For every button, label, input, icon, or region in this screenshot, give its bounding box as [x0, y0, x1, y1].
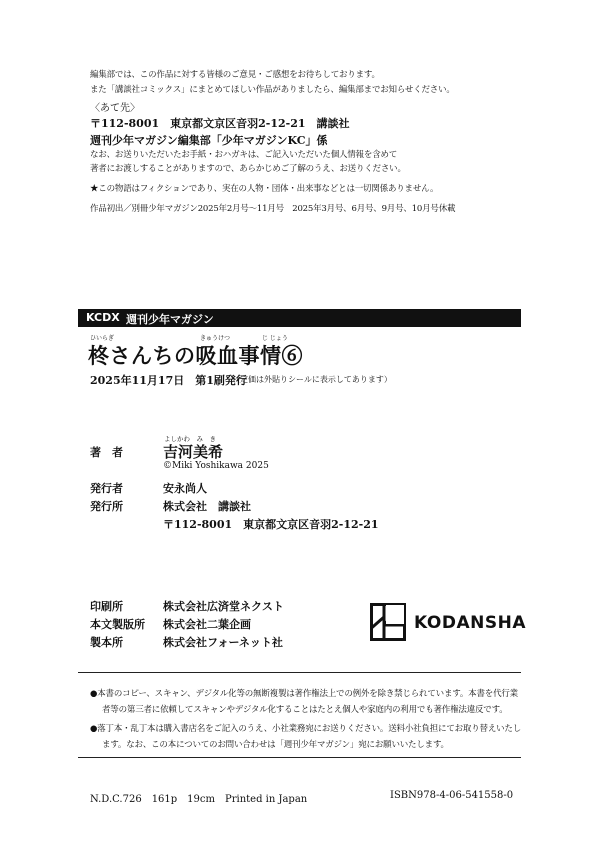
- author-name: 吉河美希: [163, 443, 224, 461]
- publisher-name: 安永尚人: [163, 482, 207, 495]
- text-name: 株式会社二葉企画: [163, 618, 251, 631]
- publisher-label: 発行者: [90, 482, 123, 495]
- company-name: 株式会社 講談社: [163, 500, 251, 513]
- ruby-hiiragi: ひいらぎ: [90, 335, 115, 342]
- isbn: ISBN978-4-06-541558-0: [390, 790, 514, 801]
- binding-label: 製本所: [90, 636, 123, 649]
- privacy-line-1: なお、お送りいただいたお手紙・おハガキは、ご記入いただいた個人情報を含めて: [90, 150, 398, 160]
- kodansha-logo-text: KODANSHA: [414, 613, 526, 633]
- print-name: 株式会社広済堂ネクスト: [163, 600, 284, 613]
- legal-line-4: ます。なお、この本についてのお問い合わせは「週刊少年マガジン」宛にお願いいたします。: [102, 740, 449, 750]
- series-code: KCDX: [86, 311, 120, 324]
- fiction-note: ★この物語はフィクションであり、実在の人物・団体・出来事などとは一切関係ありません。: [90, 184, 439, 194]
- ruby-kyuuketsu: きゅうけつ: [200, 335, 231, 342]
- publish-date: 2025年11月17日 第1刷発行: [90, 374, 247, 387]
- notice-line-2: また「講談社コミックス」にまとめてほしい作品がありましたら、編集部までお知らせください。: [90, 85, 455, 95]
- ruby-jijou: じ じょう: [262, 335, 288, 342]
- first-publication: 作品初出／別冊少年マガジン2025年2月号～11月号 2025年3月号、6月号、9月号、10月号休載: [90, 204, 456, 214]
- author-ruby: よしかわ み き: [164, 435, 216, 443]
- address-line-2: 週刊少年マガジン編集部「少年マガジンKC」係: [90, 134, 328, 147]
- print-label: 印刷所: [90, 600, 123, 613]
- price-note: （定価は外貼りシールに表示してあります）: [232, 375, 392, 384]
- author-label: 著 者: [90, 446, 123, 459]
- divider-bottom: [78, 757, 521, 758]
- address-line-1: 〒112-8001 東京都文京区音羽2-12-21 講談社: [90, 117, 350, 130]
- legal-line-1: ●本書のコピー、スキャン、デジタル化等の無断複製は著作権法上での例外を除き禁じられています。本書を代行業: [90, 689, 518, 699]
- company-address: 〒112-8001 東京都文京区音羽2-12-21: [163, 518, 379, 531]
- copyright: ©Miki Yoshikawa 2025: [163, 461, 269, 471]
- company-label: 発行所: [90, 500, 123, 513]
- legal-line-3: ●落丁本・乱丁本は購入書店名をご記入のうえ、小社業務宛にお送りください。送料小社負担にてお取り替えいたし: [90, 724, 522, 734]
- legal-line-2: 者等の第三者に依頼してスキャンやデジタル化することはたとえ個人や家庭内の利用でも著作権法違反です。: [102, 705, 508, 715]
- kodansha-logo-icon: [370, 603, 406, 641]
- privacy-line-2: 著者にお渡しすることがありますので、あらかじめご了解のうえ、お送りください。: [90, 164, 406, 174]
- address-header: 〈あて先〉: [90, 103, 140, 114]
- ndc-info: N.D.C.726 161p 19cm Printed in Japan: [90, 794, 308, 805]
- divider-top: [78, 672, 521, 673]
- series-bar: [78, 309, 521, 327]
- book-title: 柊さんちの吸血事情⑥: [88, 343, 303, 368]
- series-magazine: 週刊少年マガジン: [126, 313, 214, 326]
- text-label: 本文製版所: [90, 618, 145, 631]
- binding-name: 株式会社フォーネット社: [163, 636, 283, 649]
- notice-line-1: 編集部では、この作品に対する皆様のご意見・ご感想をお待ちしております。: [90, 70, 380, 80]
